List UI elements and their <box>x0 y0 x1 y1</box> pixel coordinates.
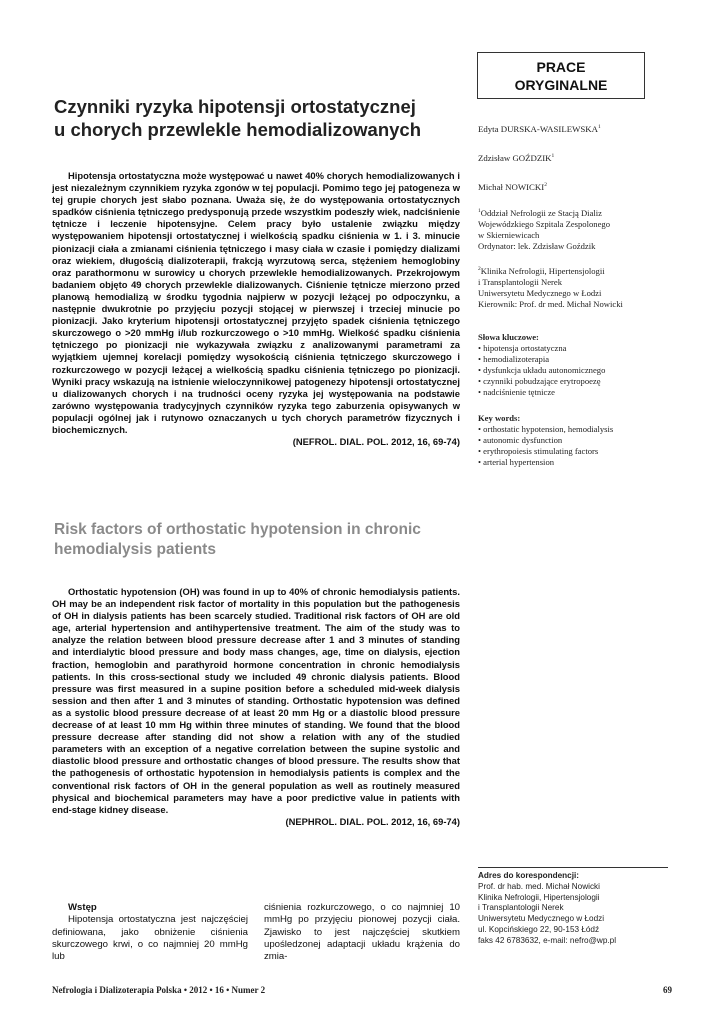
keywords-pl <box>478 332 668 398</box>
keywords-en-list <box>478 424 668 468</box>
keyword-item: • nadciśnienie tętnicze <box>478 387 668 398</box>
intro-text-col2: ciśnienia rozkurczowego, o co najmniej 10 mmHg po przyjęciu pionowej pozycji ciała. Zjawisko to jest najczęściej skutkiem upośledzonej adaptacji układu krążenia do zmia- <box>264 902 460 963</box>
keyword-item: • dysfunkcja układu autonomicznego <box>478 365 668 376</box>
correspondence-line: Uniwersytetu Medycznego w Łodzi <box>478 914 605 924</box>
body-column-2 <box>264 902 460 963</box>
correspondence-box <box>478 867 668 947</box>
author: Edyta DURSKA-WASILEWSKA$^1$ <box>478 124 601 134</box>
affiliation-line: Ordynator: lek. Zdzisław Goździk <box>478 240 596 251</box>
keyword-item: • hipotensja ortostatyczna <box>478 343 668 354</box>
abstract-pl-text: Hipotensja ortostatyczna może występować u nawet 40% chorych hemodializowanych i jest niezależnym czynnikiem ryzyka zgonów w tej populacji. Pomimo tego jej patogeneza w tej grupie chorych jest słabo poznana. Uważa się, że do występowania ortostatycznych spadków ciśnienia tętniczego predysponują przede wszystkim podeszły wiek, nadciśnienie tętnicze i leczenie hipotensyjne. Celem pracy było ustalenie związku między występowaniem hipotensji ortostatycznej i wielkością spadku ciśnienia w 1. i 3. minucie pionizacji ciała a zmianami ciśnienia tętniczego i masy ciała w czasie i pomiędzy dializami oraz wiekiem, długością dializoterapii, frakcją wyrzutową serca, stężeniem hemoglobiny oraz parathormonu w surowicy u chorych przewlekle hemodializowanych. Przekrojowym badaniem objęto 49 chorych przewlekle dializowanych. Ciśnienie tętnicze mierzono przed planową hemodializą w środku tygodnia najpierw w pozycji leżącej po odpoczynku, a następnie dwukrotnie po przyjęciu pozycji stojącej w pierwszej i trzeciej minucie po pionizacji. Jako kryterium hipotensji ortostatycznej przyjęto spadek ciśnienia tętniczego skurczowego o >20 mmHg i/lub rozkurczowego o >10 mmHg. Wielkość spadku ciśnienia tętniczego po pionizacji nie wykazywała związku z analizowanymi parametrami za wyjątkiem ujemnej korelacji pomiędzy wysokością ciśnienia tętniczego skurczowego i rozkurczowego w pozycji leżącej a wielkością spadku ciśnienia tętniczego po pionizacji. Wyniki pracy wskazują na istnienie wieloczynnikowej patogenezy hipotensji ortostatycznej u dializowanych chorych i na trudności oceny ryzyka jej występowania na podstawie zarówno występowania tradycyjnych czynników ryzyka tego zaburzenia opisywanych w populacji ogólnej jak i rutynowo oznaczanych u tych chorych parametrów fizycznych i biochemicznych. <box>52 170 460 435</box>
correspondence-line: Prof. dr hab. med. Michał Nowicki <box>478 881 600 891</box>
keywords-pl-list <box>478 343 668 398</box>
intro-text-col1: Hipotensja ortostatyczna jest najczęściej definiowana, jako obniżenie ciśnienia skurczowego krwi, o co najmniej 20 mmHg lub <box>52 914 248 963</box>
body-column-1 <box>52 902 248 963</box>
abstract-en-text: Orthostatic hypotension (OH) was found in up to 40% of chronic hemodialysis patients. OH may be an independent risk factor of mortality in this population but the pathogenesis of OH in dialysis patients has been scarcely studied. Traditional risk factors of OH are old age, arterial hypertension and antihypertensive treatment. The aim of the study was to analyze the relation between blood pressure decrease after 1 and 3 minutes of standing and interdialytic blood pressure and body mass changes, age, time on dialysis, ejection fraction, hemoglobin and parathyroid hormone concentration in chronic hemodialysis patients. In this cross-sectional study we included 49 chronic dialysis patients. Blood pressure was first measured in a supine position before a scheduled mid-week dialysis session and then after 1 and 3 minutes of standing. Orthostatic hypotension was defined as a systolic blood pressure decrease of at least 20 mm Hg or a diastolic blood pressure decrease of at least 10 mm Hg within three minutes of standing. We found that the blood pressure decrease after standing did not show a relation with any of the studied parameters with an exception of a negative correlation between the supine systolic and diastolic blood pressure and orthostatic changes of blood pressure. The results show that the pathogenesis of orthostatic hypotension in hemodialysis patients is complex and the conventional risk factors of OH in the general population as well as routinely measured physical and biochemical parameters may have a poor predictive value in patients with end-stage kidney disease. <box>52 586 460 815</box>
keyword-item: • arterial hypertension <box>478 457 668 468</box>
footer-journal: Nefrologia i Dializoterapia Polska • 2012 • 16 • Numer 2 <box>52 985 266 995</box>
author: Zdzisław GOŹDZIK$^1$ <box>478 153 555 163</box>
correspondence-line: Klinika Nefrologii, Hipertensjologii <box>478 892 600 902</box>
title-pl-line-1: Czynniki ryzyka hipotensji ortostatycznej <box>54 96 416 117</box>
keywords-pl-heading: Słowa kluczowe: <box>478 332 539 342</box>
affiliation-line: Kierownik: Prof. dr med. Michał Nowicki <box>478 298 623 309</box>
affiliation-line: $^1$Oddział Nefrologii ze Stacją Dializ <box>478 207 602 218</box>
affiliation-line: Wojewódzkiego Szpitala Zespolonego <box>478 218 610 229</box>
affiliation-line: Uniwersytetu Medycznego w Łodzi <box>478 287 602 298</box>
abstract-pl-citation: (NEFROL. DIAL. POL. 2012, 16, 69-74) <box>292 436 460 448</box>
keyword-item: • autonomic dysfunction <box>478 435 668 446</box>
title-en-line-1: Risk factors of orthostatic hypotension in chronic <box>54 521 421 538</box>
article-title-en <box>54 520 474 560</box>
keyword-item: • hemodializoterapia <box>478 354 668 365</box>
article-title-pl <box>54 95 454 141</box>
section-badge <box>477 52 645 99</box>
abstract-en-citation: (NEPHROL. DIAL. POL. 2012, 16, 69-74) <box>285 815 460 827</box>
keywords-en <box>478 413 668 468</box>
author-list <box>478 124 668 211</box>
title-pl-line-2: u chorych przewlekle hemodializowanych <box>54 119 422 140</box>
author: Michał NOWICKI$^2$ <box>478 182 547 192</box>
affiliation-1 <box>478 206 668 252</box>
badge-line-2: ORYGINALNE <box>514 77 608 93</box>
keyword-item: • orthostatic hypotension, hemodialysis <box>478 424 668 435</box>
correspondence-line: i Transplantologii Nerek <box>478 903 564 913</box>
abstract-en <box>52 586 460 828</box>
keyword-item: • erythropoiesis stimulating factors <box>478 446 668 457</box>
correspondence-heading: Adres do korespondencji: <box>478 871 579 880</box>
correspondence-line: ul. Kopcińskiego 22, 90-153 Łódź <box>478 924 600 934</box>
affiliation-2 <box>478 264 668 310</box>
keywords-en-heading: Key words: <box>478 413 521 423</box>
title-en-line-2: hemodialysis patients <box>54 541 216 558</box>
abstract-pl <box>52 170 460 448</box>
section-heading-intro: Wstęp <box>68 902 97 913</box>
affiliation-line: i Transplantologii Nerek <box>478 276 563 287</box>
affiliation-line: $^2$Klinika Nefrologii, Hipertensjologii <box>478 265 605 276</box>
badge-line-1: PRACE <box>536 59 586 75</box>
keyword-item: • czynniki pobudzające erytropoezę <box>478 376 668 387</box>
correspondence-line: faks 42 6783632, e-mail: nefro@wp.pl <box>478 935 617 945</box>
footer-page-number: 69 <box>663 985 672 995</box>
affiliation-line: w Skierniewicach <box>478 229 540 240</box>
